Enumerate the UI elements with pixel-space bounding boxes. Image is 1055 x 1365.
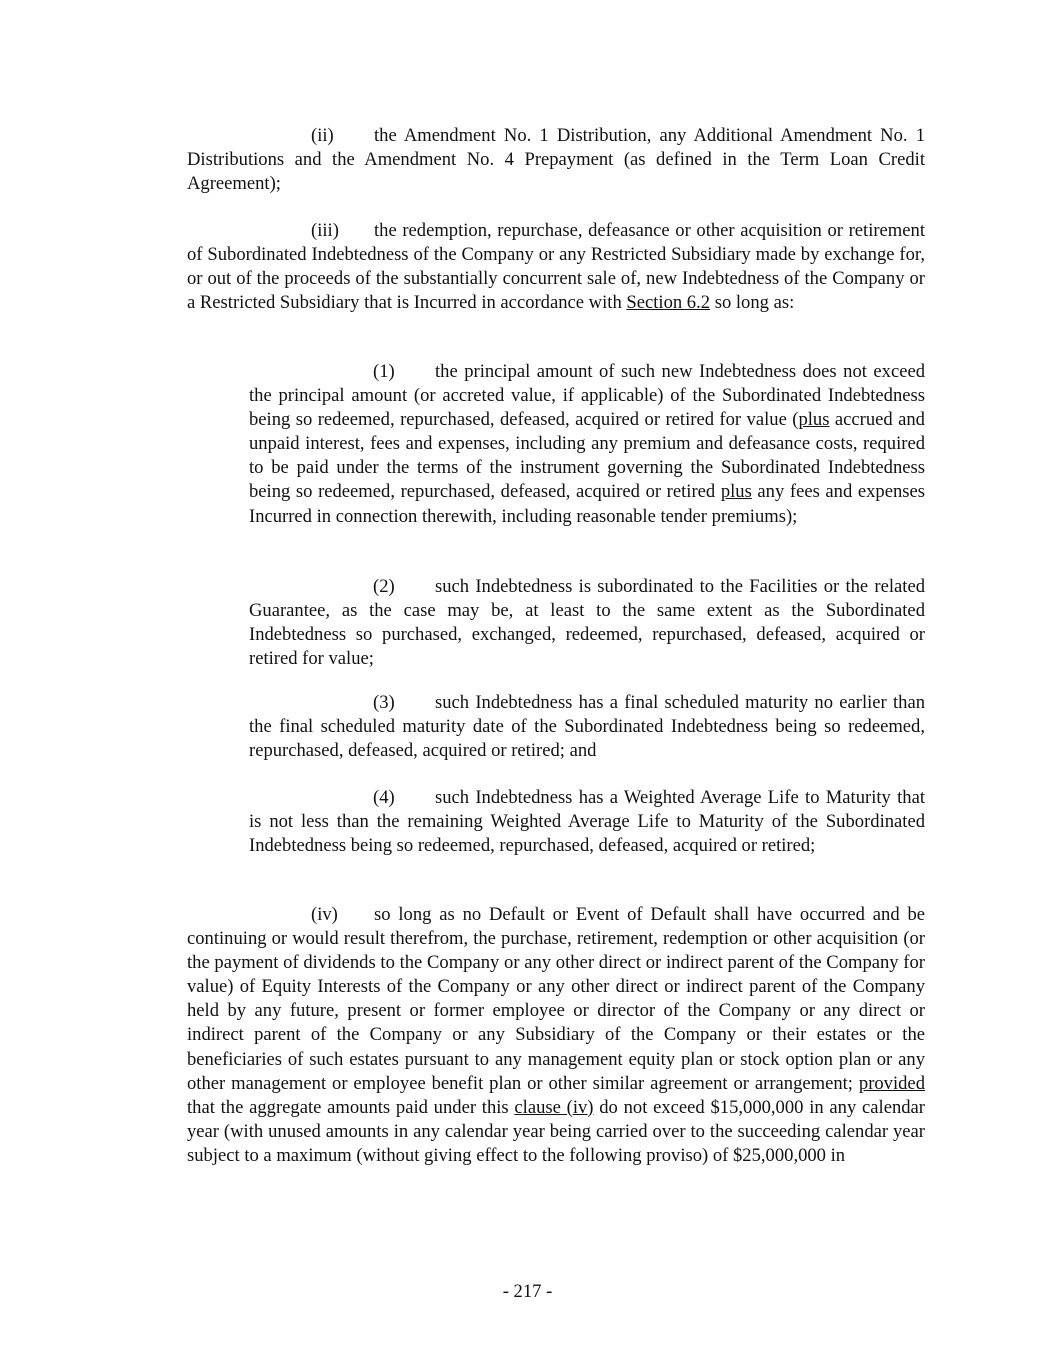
clause-iv-number: (iv) (311, 904, 338, 925)
plus-term: plus (798, 409, 830, 431)
subclause-1-number: (1) (373, 361, 395, 382)
subclause-2-paragraph (249, 575, 925, 671)
subclause-1-text-b: accrued and unpaid interest, fees and expenses, including any premium and defeasance costs, required to be paid under the terms of the instrument governing the Subordinated Indebtedness being so redeemed, repurchased, defeased, acquired or retired (249, 409, 925, 503)
subclause-1-paragraph (249, 360, 925, 529)
subclause-4-text: such Indebtedness has a Weighted Average Life to Maturity that is not less than the remaining Weighted Average Life to Maturity of the Subordinated Indebtedness being so redeemed, repurchased, defeased, acquired or retired; (249, 787, 925, 857)
subclause-1-text-c: any fees and expenses Incurred in connection therewith, including reasonable tender premiums); (249, 481, 926, 527)
clause-ii-text: the Amendment No. 1 Distribution, any Additional Amendment No. 1 Distributions and the Amendment No. 4 Prepayment (as defined in the Term Loan Credit Agreement); (187, 125, 925, 195)
clause-iv-text-b: that the aggregate amounts paid under this (187, 1096, 515, 1118)
clause-iv-paragraph (187, 903, 925, 1168)
subclause-2-text: such Indebtedness is subordinated to the Facilities or the related Guarantee, as the case may be, at least to the same extent as the Subordinated Indebtedness so purchased, exchanged, redeemed, repurchased, defeased, acquired or retired for value; (249, 576, 925, 670)
subclause-3-number: (3) (373, 692, 395, 713)
clause-iv-text-c: do not exceed $15,000,000 in any calendar year (with unused amounts in any calendar year being carried over to the succeeding calendar year subject to a maximum (without giving effect to the following proviso) of $25,000,000 in (187, 1096, 926, 1166)
plus-term: plus (720, 481, 752, 503)
clause-iii-text-end: so long as: (710, 292, 795, 314)
clause-ii-number: (ii) (311, 125, 334, 146)
clause-ii-paragraph (187, 124, 925, 196)
clause-iii-number: (iii) (311, 220, 339, 241)
page-number: - 217 - (502, 1281, 553, 1302)
subclause-1-text-a: the principal amount of such new Indebtedness does not exceed the principal amount (or accreted value, if applicable) of the Subordinated Indebtedness being so redeemed, repurchased, defeased, acquired or retired for value ( (249, 361, 925, 431)
clause-iii-text: the redemption, repurchase, defeasance or other acquisition or retirement of Subordinated Indebtedness of the Company or any Restricted Subsidiary made by exchange for, or out of the proceeds of the substantially concurrent sale of, new Indebtedness of the Company or a Restricted Subsidiary that is Incurred in accordance with (187, 220, 925, 314)
subclause-3-text: such Indebtedness has a final scheduled maturity no earlier than the final scheduled maturity date of the Subordinated Indebtedness being so redeemed, repurchased, defeased, acquired or retired; and (249, 692, 925, 762)
section-6-2-reference: Section 6.2 (626, 292, 711, 314)
subclause-2-number: (2) (373, 576, 395, 597)
subclause-3-paragraph (249, 691, 925, 763)
clause-iv-text-a: so long as no Default or Event of Default shall have occurred and be continuing or would result therefrom, the purchase, retirement, redemption or other acquisition (or the payment of dividends to the Company or any other direct or indirect parent of the Company for value) of Equity Interests of the Company or any other direct or indirect parent of the Company held by any future, present or former employee or director of the Company or any direct or indirect parent of the Company or any Subsidiary of the Company or their estates or the beneficiaries of such estates pursuant to any management equity plan or stock option plan or any other management or employee benefit plan or other similar agreement or arrangement; (187, 904, 925, 1094)
clause-iii-paragraph (187, 219, 925, 315)
subclause-4-number: (4) (373, 787, 395, 808)
clause-iv-reference: clause (iv) (514, 1096, 594, 1118)
subclause-4-paragraph (249, 786, 925, 858)
provided-term: provided (858, 1072, 925, 1094)
